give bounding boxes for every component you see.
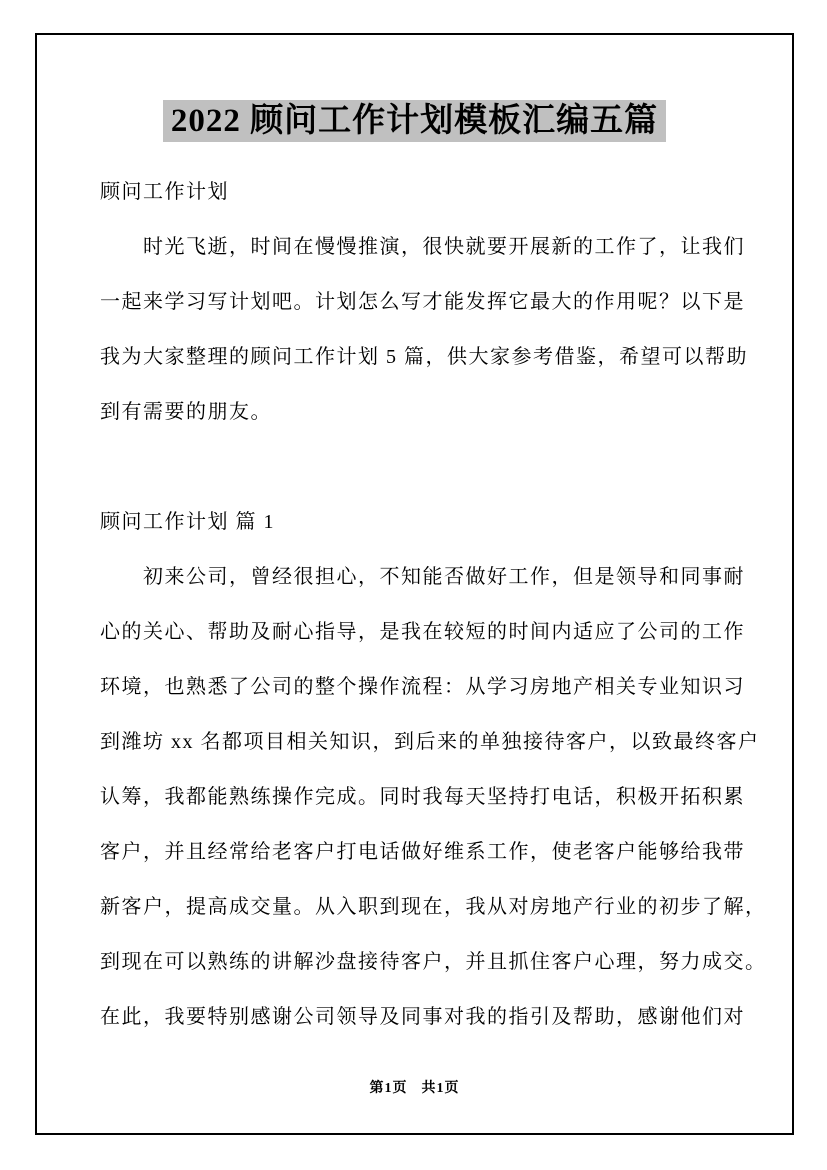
text-line: 到潍坊 xx 名都项目相关知识，到后来的单独接待客户，以致最终客户	[100, 731, 760, 753]
document-title: 2022 顾问工作计划模板汇编五篇	[163, 100, 666, 142]
text-line: 认筹，我都能熟练操作完成。同时我每天坚持打电话，积极开拓积累	[100, 786, 745, 808]
blank-line	[100, 440, 760, 495]
footer-current-page: 第1页	[369, 1081, 408, 1096]
text-line: 顾问工作计划	[100, 181, 229, 203]
footer-total-pages: 共1页	[421, 1081, 460, 1096]
page-footer	[35, 1077, 794, 1097]
text-line: 我为大家整理的顾问工作计划 5 篇，供大家参考借鉴，希望可以帮助	[100, 346, 748, 368]
text-line: 顾问工作计划 篇 1	[100, 511, 275, 533]
text-line: 一起来学习写计划吧。计划怎么写才能发挥它最大的作用呢？以下是	[100, 291, 745, 313]
text-line: 初来公司，曾经很担心，不知能否做好工作，但是领导和同事耐	[143, 566, 745, 588]
document-body	[100, 165, 767, 1045]
text-line: 心的关心、帮助及耐心指导，是我在较短的时间内适应了公司的工作	[100, 621, 745, 643]
text-line: 到有需要的朋友。	[100, 401, 272, 423]
text-line: 到现在可以熟练的讲解沙盘接待客户，并且抓住客户心理，努力成交。	[100, 951, 767, 973]
text-line: 时光飞逝，时间在慢慢推演，很快就要开展新的工作了，让我们	[143, 236, 745, 258]
text-line: 在此，我要特别感谢公司领导及同事对我的指引及帮助，感谢他们对	[100, 1006, 745, 1028]
text-line: 环境，也熟悉了公司的整个操作流程：从学习房地产相关专业知识习	[100, 676, 745, 698]
text-line: 新客户，提高成交量。从入职到现在，我从对房地产行业的初步了解，	[100, 896, 767, 918]
title-row	[35, 100, 794, 142]
text-line: 客户，并且经常给老客户打电话做好维系工作，使老客户能够给我带	[100, 841, 745, 863]
